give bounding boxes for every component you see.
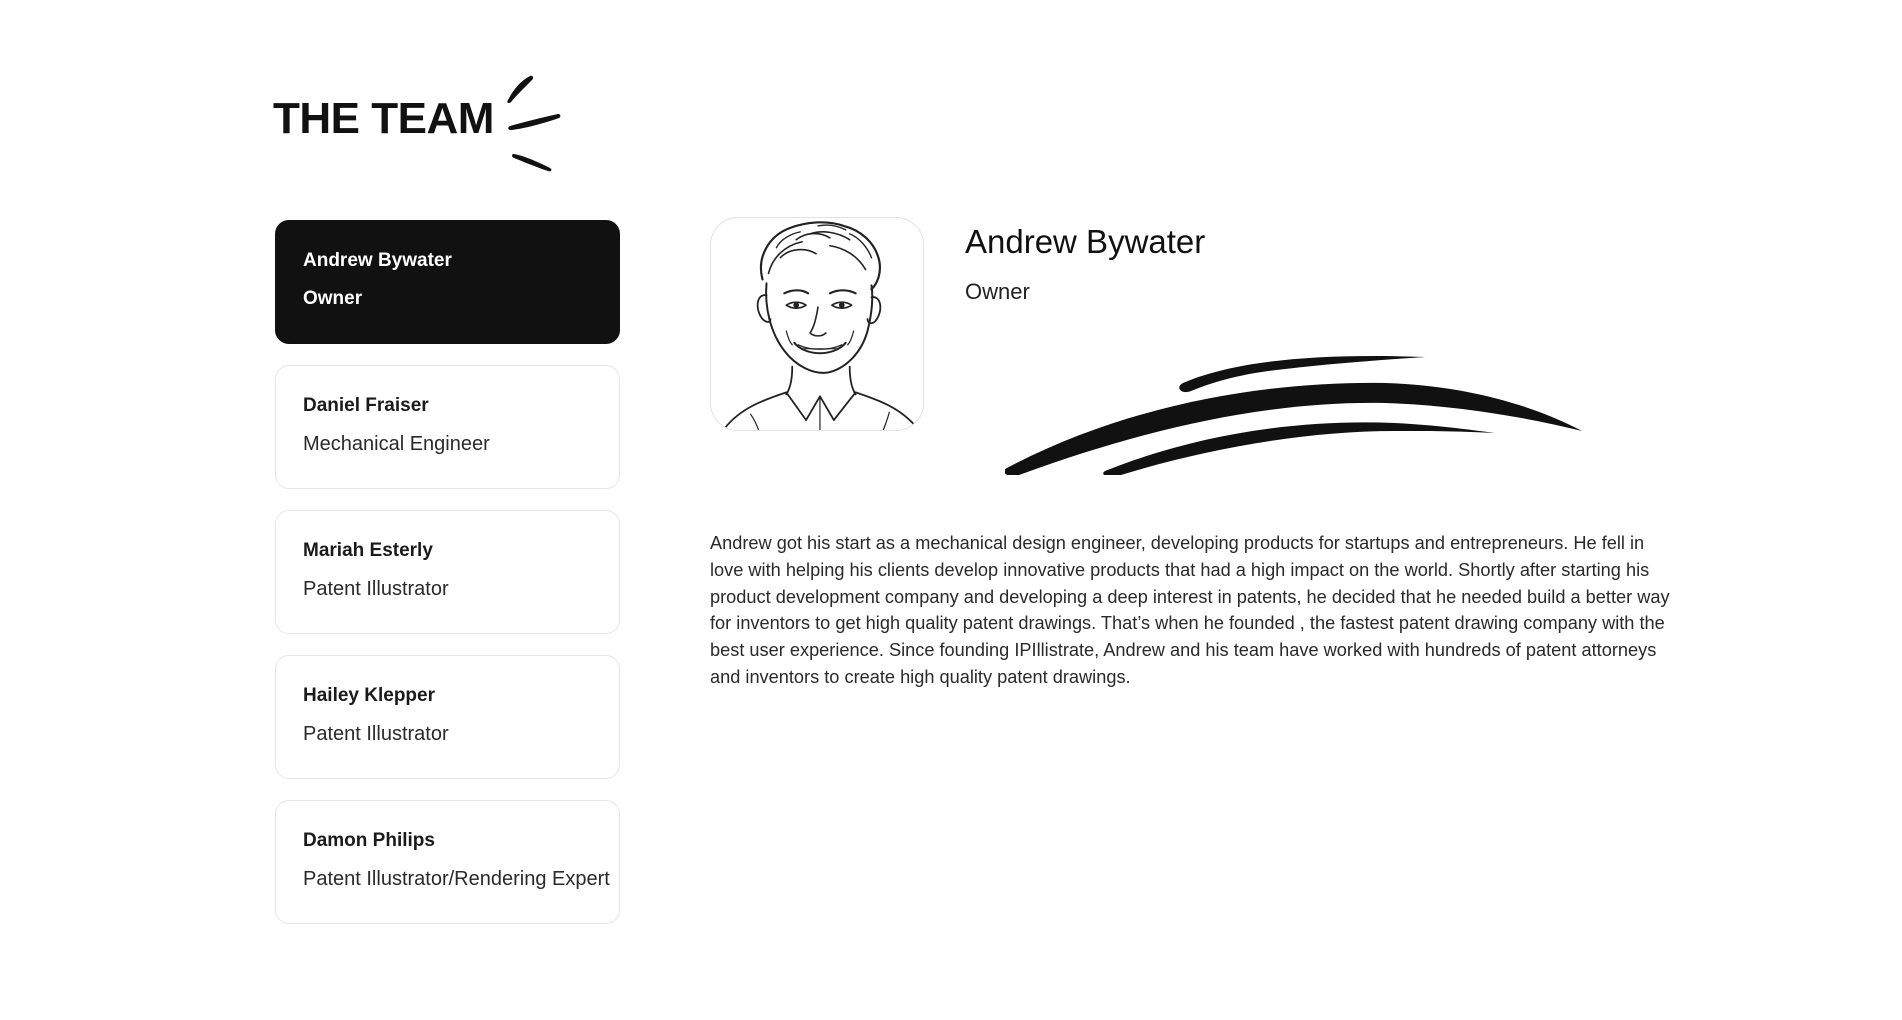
member-name: Damon Philips: [303, 830, 435, 851]
member-name: Hailey Klepper: [303, 685, 435, 706]
profile-avatar: [710, 217, 924, 431]
profile-name: Andrew Bywater: [965, 223, 1206, 260]
decorative-swoosh-icon: [1005, 345, 1585, 475]
member-name: Andrew Bywater: [303, 250, 452, 271]
accent-strokes-icon: [500, 72, 570, 172]
team-member-list: [275, 220, 620, 945]
member-card-daniel-fraiser[interactable]: [275, 365, 620, 489]
section-title: THE TEAM: [273, 94, 494, 143]
member-role: Patent Illustrator/Rendering Expert: [303, 868, 610, 890]
portrait-sketch-icon: [711, 218, 923, 430]
member-card-damon-philips[interactable]: [275, 800, 620, 924]
profile-role: Owner: [965, 279, 1030, 304]
profile-bio: Andrew got his start as a mechanical design engineer, developing products for startups and entrepreneurs. He fell in love with helping his clients develop innovative products that had a high impact on the world. Shortly after starting his product development company and developing a deep interest in patents, he decided that he needed build a better way for inventors to get high quality patent drawings. That’s when he founded , the fastest patent drawing company with the best user experience. Since founding IPIllistrate, Andrew and his team have worked with hundreds of patent attorneys and inventors to create high quality patent drawings.: [710, 533, 1670, 687]
member-role: Mechanical Engineer: [303, 433, 490, 455]
member-card-andrew-bywater[interactable]: [275, 220, 620, 344]
member-name: Mariah Esterly: [303, 540, 433, 561]
member-card-mariah-esterly[interactable]: [275, 510, 620, 634]
member-role: Patent Illustrator: [303, 723, 449, 745]
member-card-hailey-klepper[interactable]: [275, 655, 620, 779]
member-role: Patent Illustrator: [303, 578, 449, 600]
member-role: Owner: [303, 288, 363, 309]
member-name: Daniel Fraiser: [303, 395, 429, 416]
